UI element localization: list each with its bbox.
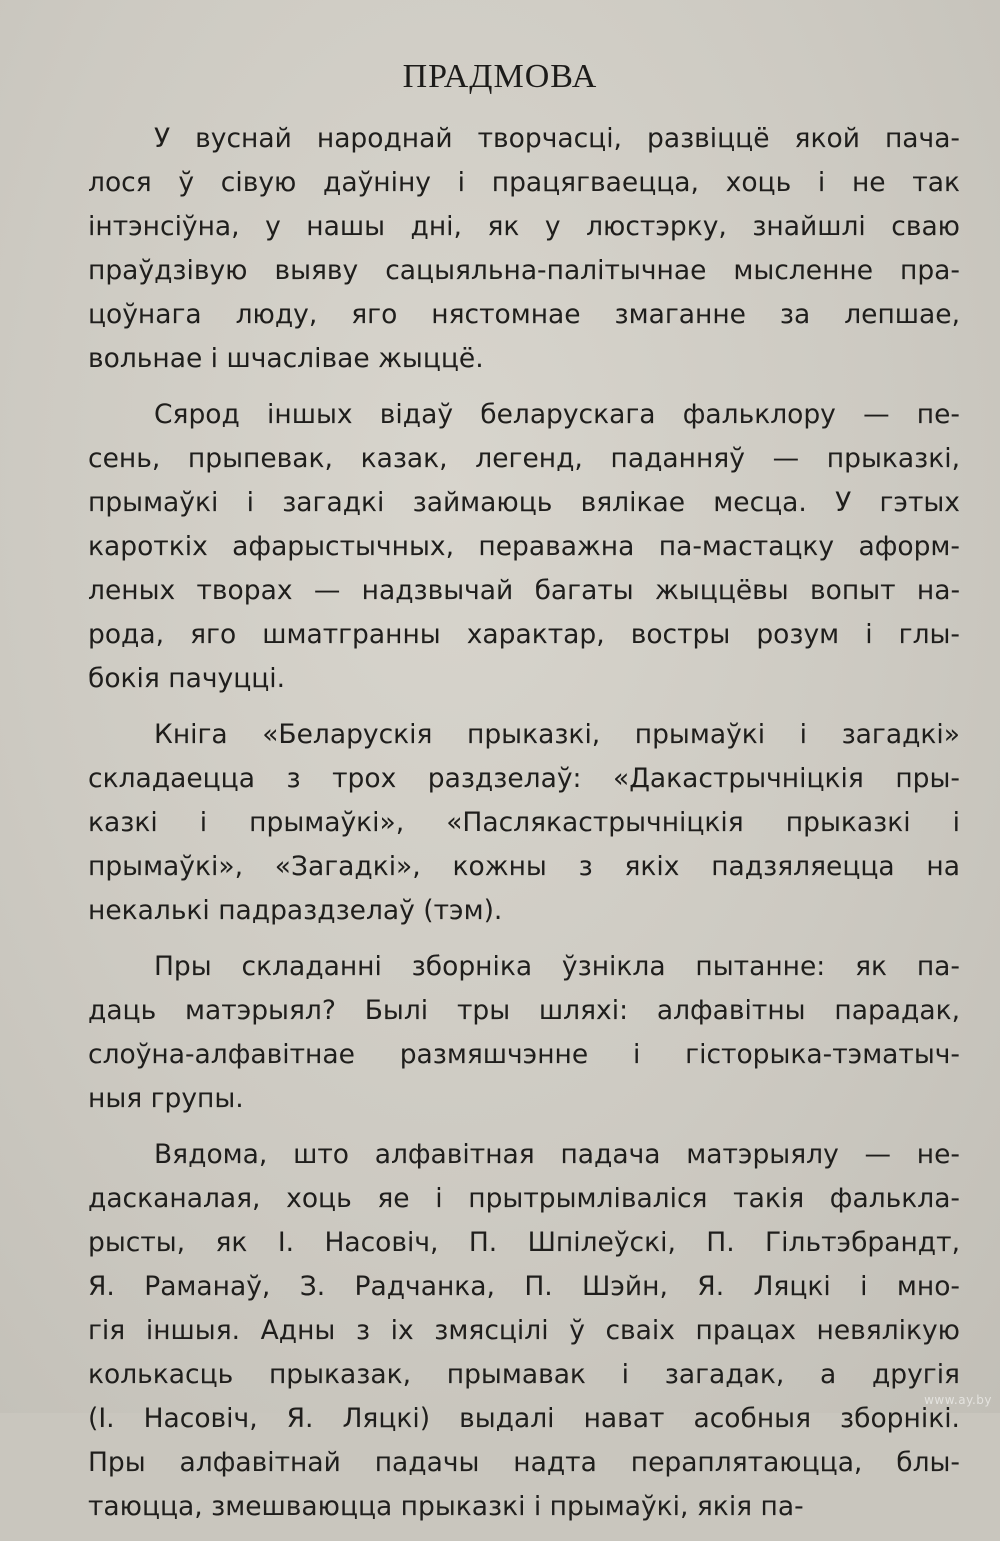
text-line: лося ў сівую даўніну і працягваецца, хоць і не так <box>88 167 960 198</box>
text-line: бокія пачуцці. <box>88 663 286 694</box>
paragraph <box>88 1133 960 1529</box>
text-line: таюцца, змешваюцца прыказкі і прымаўкі, якія па- <box>88 1491 804 1522</box>
text-line: Я. Раманаў, З. Радчанка, П. Шэйн, Я. Ляцкі і мно- <box>88 1271 960 1302</box>
text-line: ныя групы. <box>88 1083 244 1114</box>
text-line: прымаўкі і загадкі займаюць вялікае месца. У гэтых <box>88 487 960 518</box>
text-line: цоўнага люду, яго нястомнае змаганне за лепшае, <box>88 299 960 330</box>
text-line: інтэнсіўна, у нашы дні, як у люстэрку, знайшлі сваю <box>88 211 960 242</box>
text-line: Вядома, што алфавітная падача матэрыялу — не- <box>154 1139 960 1170</box>
text-line: Кніга «Беларускія прыказкі, прымаўкі і загадкі» <box>154 719 960 750</box>
paragraph <box>88 393 960 701</box>
body-text <box>88 117 960 1541</box>
text-line: леных творах — надзвычай багаты жыццёвы вопыт на- <box>88 575 960 606</box>
paragraph <box>88 945 960 1121</box>
text-line: Сярод іншых відаў беларускага фальклору — пе- <box>154 399 960 430</box>
watermark: www.ay.by <box>924 1393 992 1407</box>
text-line: У вуснай народнай творчасці, развіццё якой пача- <box>154 123 960 154</box>
text-line: казкі і прымаўкі», «Паслякастрычніцкія прыказкі і <box>88 807 960 838</box>
text-line: сень, прыпевак, казак, легенд, паданняў — прыказкі, <box>88 443 960 474</box>
text-line: прымаўкі», «Загадкі», кожны з якіх падзяляецца на <box>88 851 960 882</box>
text-line: гія іншыя. Адны з іх змясцілі ў сваіх працах невялікую <box>88 1315 960 1346</box>
text-line: рысты, як І. Насовіч, П. Шпілеўскі, П. Гільтэбрандт, <box>88 1227 960 1258</box>
text-line: некалькі падраздзелаў (тэм). <box>88 895 503 926</box>
paragraph <box>88 117 960 381</box>
text-line: Пры алфавітнай падачы надта пераплятаюцца, блы- <box>88 1447 960 1478</box>
paragraph <box>88 713 960 933</box>
text-line: даць матэрыял? Былі тры шляхі: алфавітны парадак, <box>88 995 960 1026</box>
text-line: праўдзівую выяву сацыяльна-палітычнае мысленне пра- <box>88 255 960 286</box>
text-line: (І. Насовіч, Я. Ляцкі) выдалі нават асобныя зборнікі. <box>88 1403 960 1434</box>
text-line: Пры складанні зборніка ўзнікла пытанне: як па- <box>154 951 960 982</box>
text-line: складаецца з трох раздзелаў: «Дакастрычніцкія пры- <box>88 763 960 794</box>
text-line: колькасць прыказак, прымавак і загадак, а другія <box>88 1359 960 1390</box>
text-line: слоўна-алфавітнае размяшчэнне і гісторыка-тэматыч- <box>88 1039 960 1070</box>
page-title: ПРАДМОВА <box>402 58 598 95</box>
text-line: рода, яго шматгранны характар, востры розум і глы- <box>88 619 960 650</box>
text-line: вольнае і шчаслівае жыццё. <box>88 343 484 374</box>
text-line: кароткіх афарыстычных, пераважна па-мастацку аформ- <box>88 531 960 562</box>
text-line: дасканалая, хоць яе і прытрымліваліся такія фалькла- <box>88 1183 960 1214</box>
